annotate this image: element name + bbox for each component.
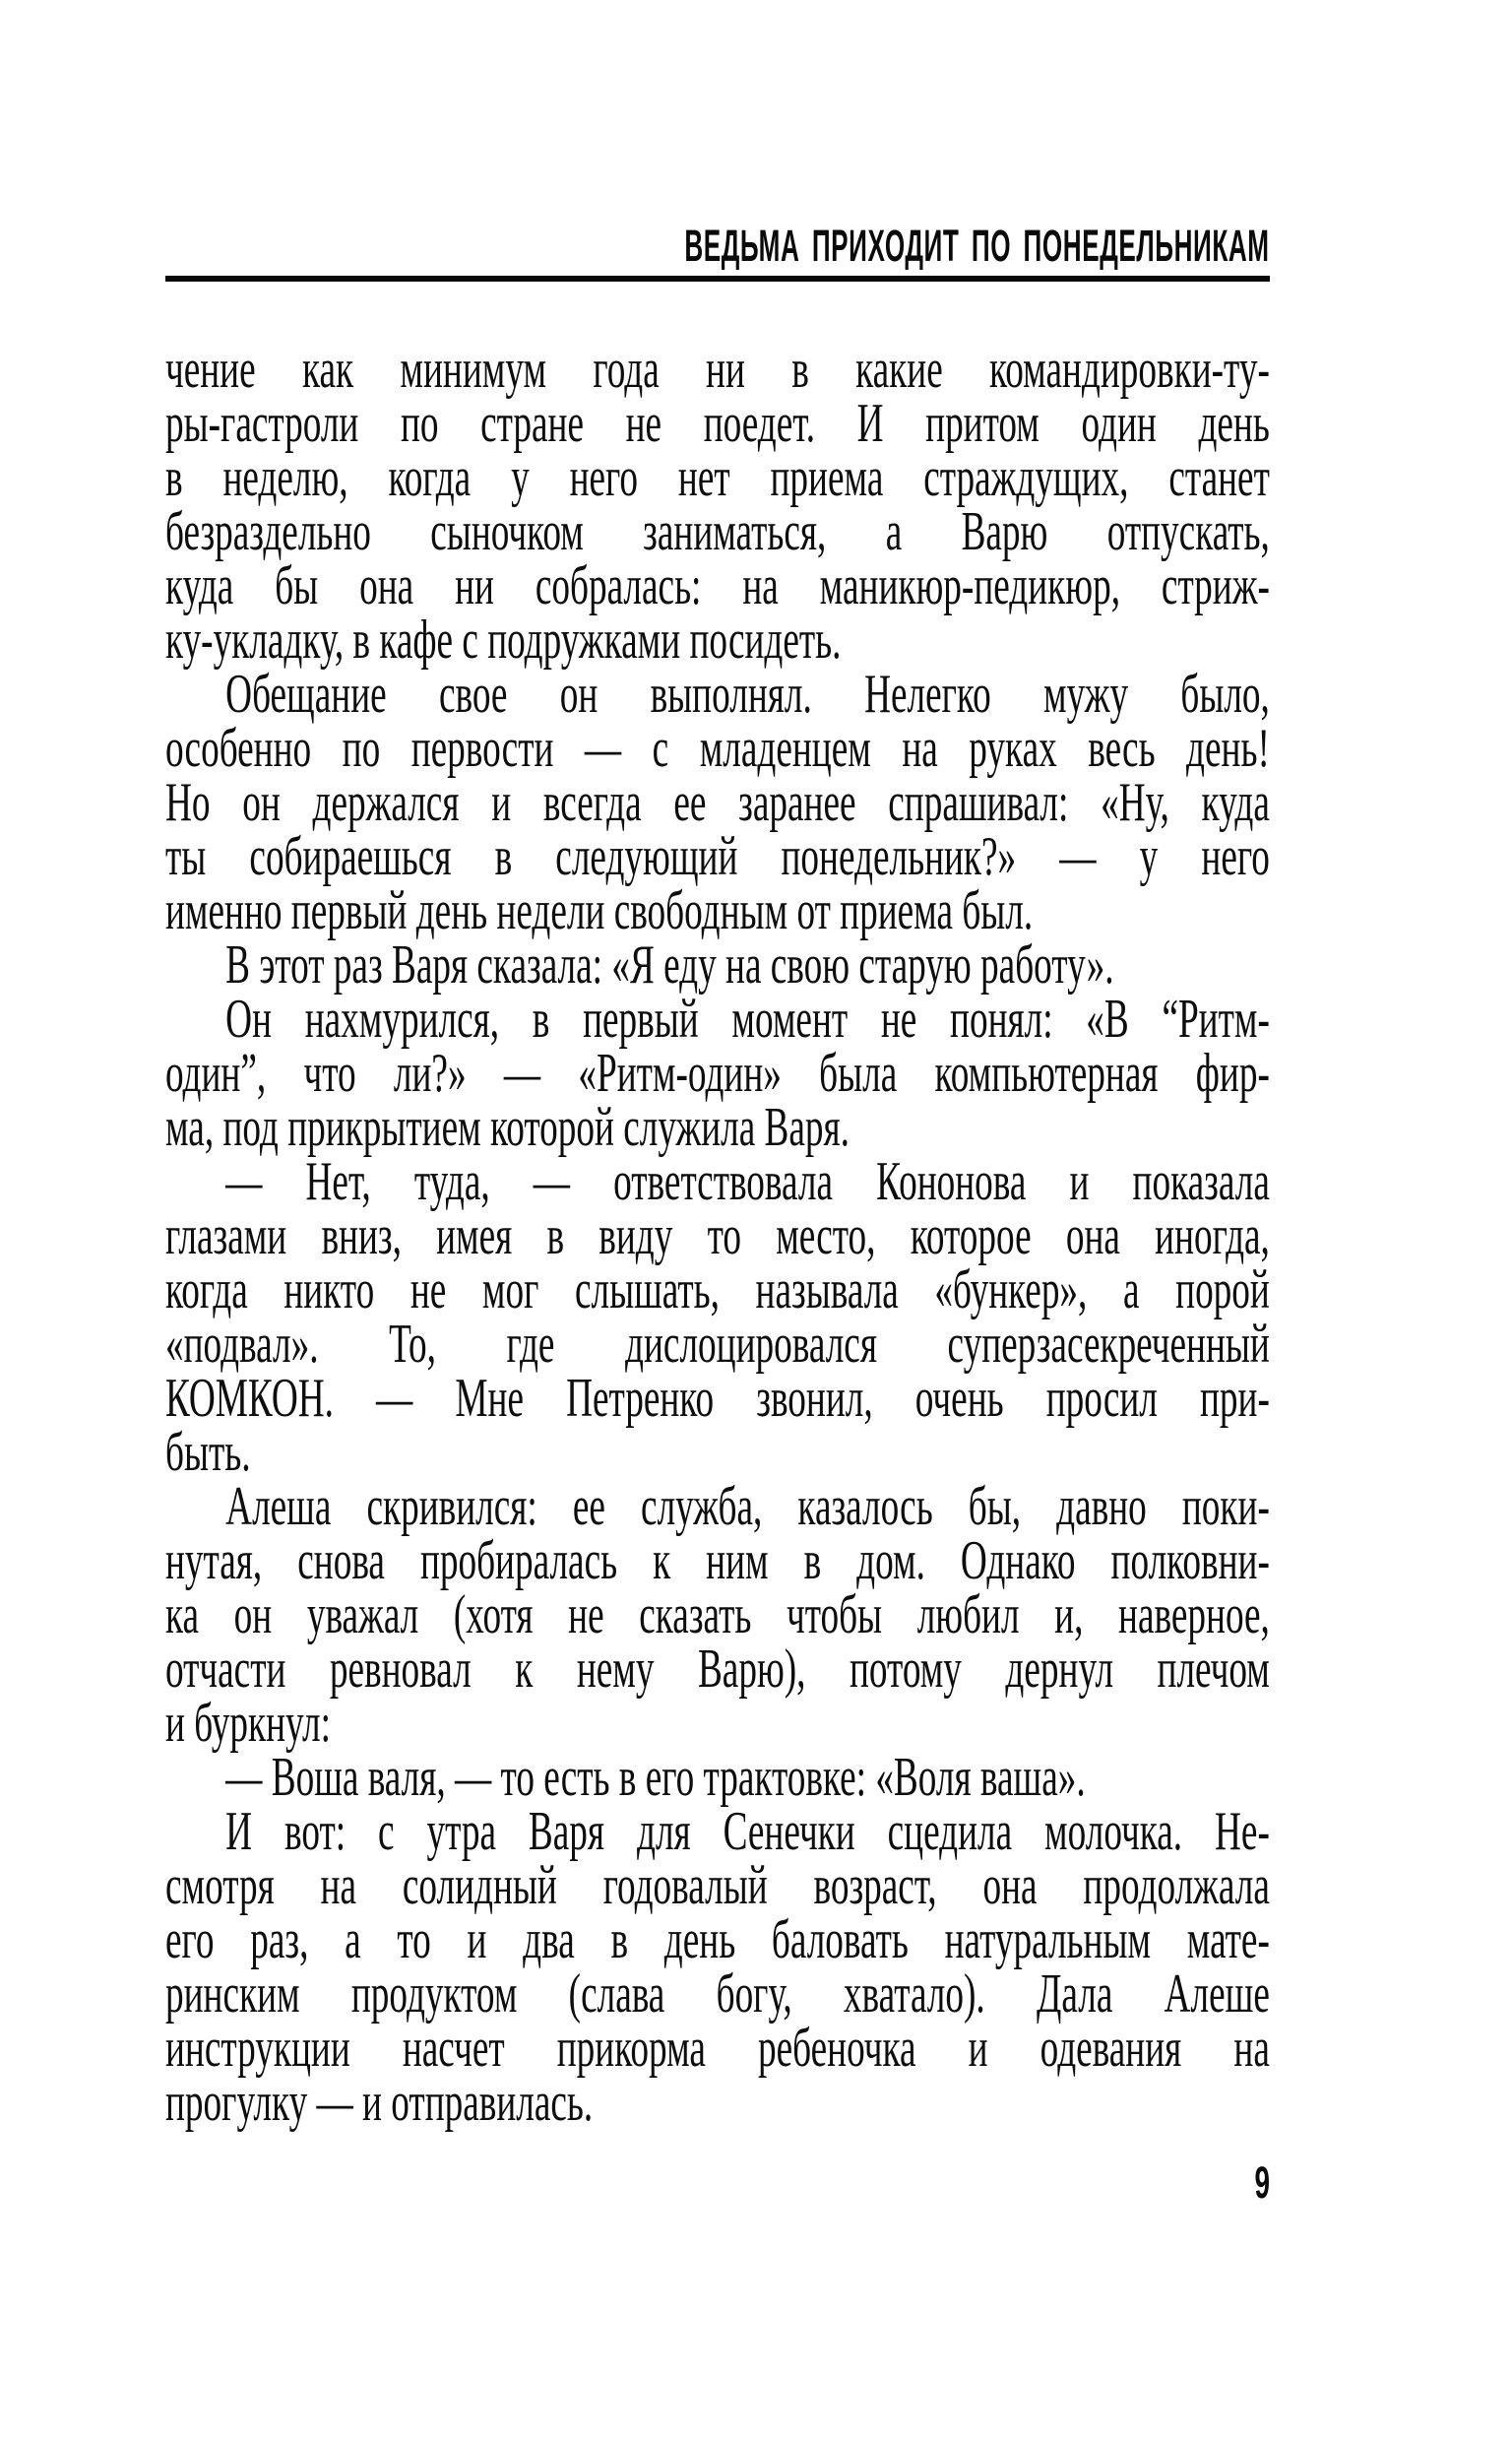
text-line: — Нет, туда, — ответствовала Кононова и показала bbox=[225, 1151, 1270, 1212]
text-line: инструкции насчет прикорма ребеночка и одевания на bbox=[165, 2018, 1270, 2079]
text-line: Обещание свое он выполнял. Нелегко мужу было, bbox=[225, 664, 1270, 725]
body-text bbox=[165, 339, 1270, 2133]
text-line: ринским продуктом (слава богу, хватало). Дала Алеше bbox=[165, 1963, 1270, 2025]
text-line: в неделю, когда у него нет приема страждущих, станет bbox=[165, 447, 1270, 508]
text-line: — Воша валя, — то есть в его трактовке: «Воля ваша». bbox=[225, 1747, 1086, 1808]
text-line: нутая, снова пробиралась к ним в дом. Однако полковни- bbox=[165, 1530, 1270, 1591]
text-line: ка он уважал (хотя не сказать чтобы любил и, наверное, bbox=[165, 1584, 1270, 1645]
text-line: Алеша скривился: ее служба, казалось бы, давно поки- bbox=[225, 1476, 1270, 1537]
text-line: особенно по первости — с младенцем на руках весь день! bbox=[165, 718, 1270, 779]
text-line: его раз, а то и два в день баловать натуральным мате- bbox=[165, 1909, 1270, 1970]
text-line: именно первый день недели свободным от приема был. bbox=[165, 880, 1034, 941]
text-line: Но он держался и всегда ее заранее спрашивал: «Ну, куда bbox=[165, 772, 1270, 833]
header-rule bbox=[165, 276, 1270, 282]
running-header-title: ВЕДЬМА ПРИХОДИТ ПО ПОНЕДЕЛЬНИКАМ bbox=[684, 221, 1270, 271]
text-line: «подвал». То, где дислоцировался суперзасекреченный bbox=[165, 1314, 1270, 1375]
text-line: ма, под прикрытием которой служила Варя. bbox=[165, 1097, 850, 1158]
page-number: 9 bbox=[1254, 2157, 1270, 2208]
text-line: ры-гастроли по стране не поедет. И притом один день bbox=[165, 393, 1270, 454]
text-line: глазами вниз, имея в виду то место, которое она иногда, bbox=[165, 1205, 1270, 1266]
text-line: ты собираешься в следующий понедельник?» — у него bbox=[165, 826, 1270, 887]
text-line: отчасти ревновал к нему Варю), потому дернул плечом bbox=[165, 1639, 1270, 1700]
text-line: смотря на солидный годовалый возраст, она продолжала bbox=[165, 1855, 1270, 1916]
text-line: куда бы она ни собралась: на маникюр-педикюр, стриж- bbox=[165, 555, 1270, 616]
text-line: прогулку — и отправилась. bbox=[165, 2072, 594, 2133]
text-line: когда никто не мог слышать, называла «бункер», а порой bbox=[165, 1259, 1270, 1320]
text-line: И вот: с утра Варя для Сенечки сцедила молочка. Не- bbox=[225, 1801, 1270, 1862]
text-line: быть. bbox=[165, 1422, 251, 1483]
text-line: один”, что ли?» — «Ритм-один» была компьютерная фир- bbox=[165, 1043, 1270, 1104]
text-line: чение как минимум года ни в какие командировки-ту- bbox=[165, 339, 1270, 400]
text-line: и буркнул: bbox=[165, 1693, 331, 1754]
text-line: КОМКОН. — Мне Петренко звонил, очень просил при- bbox=[165, 1368, 1270, 1429]
text-line: безраздельно сыночком заниматься, а Варю отпускать, bbox=[165, 501, 1270, 562]
text-line: ку-укладку, в кафе с подружками посидеть. bbox=[165, 610, 842, 671]
text-line: Он нахмурился, в первый момент не понял: «В “Ритм- bbox=[225, 989, 1270, 1050]
text-line: В этот раз Варя сказала: «Я еду на свою старую работу». bbox=[225, 934, 1114, 996]
